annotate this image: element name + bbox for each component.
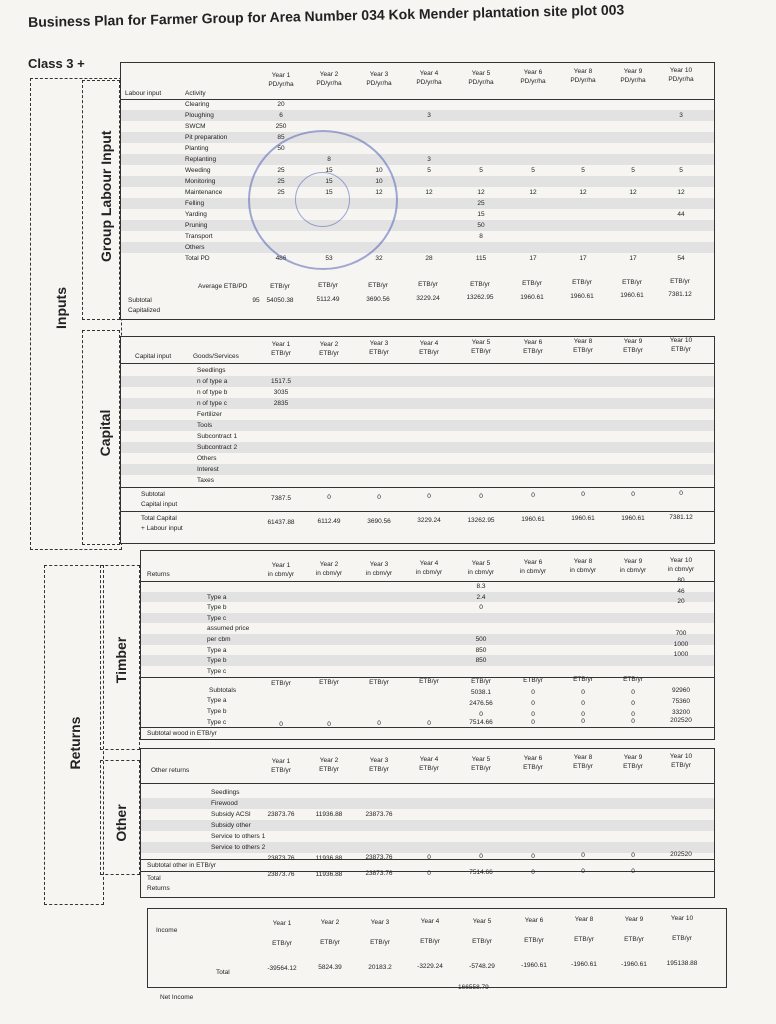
page-subtitle: Class 3 + [28,56,85,71]
capital-year-header: Year 3 ETB/yr [369,340,389,356]
labour-year-header: Year 3 PD/yr/ha [366,70,392,87]
income-unit: ETB/yr [472,937,492,945]
other-subtotal-cell: 11936.88 [315,854,343,862]
timber-item: assumed price [207,625,250,633]
timber-year-header: Year 5 in cbm/yr [467,559,495,576]
other-year-header: Year 6 ETB/yr [523,755,543,771]
timber-wood-cell: 0 [427,719,431,727]
timber-wood-cell: 0 [631,717,635,725]
other-item: Subsidy ACSI [211,811,251,818]
capital-subtotal-cell: 0 [531,492,535,499]
capital-subtotal-label: Subtotal [141,491,165,498]
timber-y5-cell: 8.3 [476,583,486,590]
labour-activity: SWCM [185,123,206,130]
avg-etb-value: 95 [252,297,260,304]
income-total-cell: 195138.88 [666,960,698,968]
timber-item: Type c [207,614,227,622]
labour-cell: 12 [477,189,485,196]
labour-etb-unit: ETB/yr [522,280,542,287]
net-income-value: 166558.79 [458,984,489,991]
timber-etb-unit: ETB/yr [271,680,291,687]
timber-year-header: Year 3 in cbm/yr [365,560,393,577]
capital-year-header: Year 1 ETB/yr [271,341,291,357]
labour-cell: 85 [277,134,285,141]
other-cell: 11936.88 [315,811,343,818]
capital-item: n of type c [197,400,227,407]
labour-activity: Others [185,244,205,251]
timber-y10-cell: 20 [677,598,685,606]
timber-y5-cell: 2.4 [476,593,486,601]
capital-item: n of type a [197,378,228,385]
timber-sub-item: Type b [207,708,227,715]
capital-subtotal-cell: 0 [631,490,635,498]
capital-total-cell: 13262.95 [467,516,495,524]
capital-item: Taxes [197,477,214,484]
timber-etb-unit: ETB/yr [419,678,439,686]
income-year-header: Year 9 [624,915,644,923]
labour-subtotal-cell: 1960.61 [520,293,544,301]
other-total-cell: 7514.66 [469,869,493,876]
timber-sub-cell: 0 [631,711,635,718]
income-unit: ETB/yr [420,938,440,946]
timber-sub-cell: 0 [531,689,535,696]
labour-cell: 17 [629,255,637,262]
capital-item: Seedlings [197,367,226,374]
labour-activity: Pit preparation [185,134,228,141]
labour-subtotal-cell: 3690.56 [366,295,390,303]
total-returns-label: Total [147,875,161,882]
other-cell: 23873.76 [365,811,393,818]
timber-y5-cell: 500 [475,636,487,643]
other-total-cell: 23873.76 [365,870,393,877]
timber-y10-cell: 1000 [673,651,689,659]
labour-cell: 50 [477,222,485,229]
income-total-label: Total [216,969,230,976]
labour-year-header: Year 6 PD/yr/ha [520,69,546,85]
timber-etb-unit: ETB/yr [369,678,389,686]
timber-sub-cell: 75360 [671,698,691,705]
labour-etb-unit: ETB/yr [368,281,388,289]
labour-subtotal-cell: 54050.38 [266,297,294,304]
total-returns-label-2: Returns [147,885,170,892]
timber-row-stripe [141,613,714,624]
timber-item: per cbm [207,636,231,643]
labour-etb-unit: ETB/yr [270,283,290,290]
other-subtotal-cell: 0 [479,853,483,860]
timber-year-header: Year 1 in cbm/yr [267,562,295,578]
other-subtotal-cell: 0 [581,852,585,859]
capital-subtotal-cell: 7387.5 [271,495,291,502]
labour-row-stripe [121,121,714,132]
income-unit: ETB/yr [370,938,390,946]
capital-item: Interest [197,466,219,473]
other-year-header: Year 5 ETB/yr [471,755,491,772]
returns-col-label: Returns [147,571,170,578]
labour-etb-unit: ETB/yr [318,282,338,290]
labour-cell: 5 [531,167,535,174]
capital-year-header: Year 10 ETB/yr [669,337,693,353]
labour-cell: 12 [425,189,433,196]
timber-sub-cell: 0 [479,711,483,718]
labour-etb-unit: ETB/yr [470,280,490,288]
labour-activity: Ploughing [185,112,214,119]
inputs-label: Inputs [53,287,69,329]
labour-row-stripe [121,198,714,209]
labour-cell: 8 [327,156,331,163]
other-year-header: Year 1 ETB/yr [271,758,291,774]
labour-subtotal-cell: 3229.24 [416,294,440,302]
other-subtotal-label: Subtotal other in ETB/yr [147,862,217,869]
capital-total-cell: 1960.61 [621,514,645,522]
labour-cell: 15 [325,178,333,185]
timber-etb-unit: ETB/yr [523,677,543,684]
labour-capitalized-label: Capitalized [128,307,161,314]
labour-subtotal-cell: 13262.95 [466,294,494,302]
labour-year-header: Year 9 PD/yr/ha [620,67,646,84]
labour-activity: Clearing [185,101,210,108]
labour-cell: 5 [479,167,483,174]
labour-activity: Felling [185,200,205,207]
other-year-header: Year 10 ETB/yr [669,753,693,770]
labour-year-header: Year 5 PD/yr/ha [468,69,494,86]
income-total-cell: 5824.39 [318,964,342,972]
income-year-header: Year 6 [524,917,544,924]
labour-row-stripe [121,220,714,231]
labour-cell: 44 [677,211,685,218]
capital-total-cell: 3229.24 [417,517,441,525]
timber-y5-cell: 850 [475,657,487,665]
timber-item: Type a [207,646,227,654]
labour-row-stripe [121,99,714,110]
timber-year-header: Year 2 in cbm/yr [315,561,343,578]
income-total-cell: -3229.24 [417,963,443,971]
labour-cell: 15 [325,189,333,196]
timber-y5-cell: 0 [479,604,483,612]
income-unit: ETB/yr [624,935,644,943]
timber-sub-cell: 2476.56 [469,700,493,707]
timber-table [140,550,715,740]
labour-cell: 25 [277,178,285,185]
capital-input-sub-label: Capital input [141,501,178,508]
timber-wood-cell: 0 [377,720,381,727]
activity-label: Activity [185,90,206,97]
capital-cell: 1517.5 [271,378,291,385]
timber-sub-cell: 0 [531,711,535,718]
labour-cell: 5 [427,167,431,174]
labour-year-header: Year 10 PD/yr/ha [668,67,694,84]
timber-sub-cell: 0 [631,689,635,696]
subtotal-wood-label: Subtotal wood in ETB/yr [147,730,217,737]
capital-subtotal-cell: 0 [479,492,483,500]
labour-row-stripe [121,242,714,253]
capital-year-header: Year 2 ETB/yr [319,340,339,357]
income-unit: ETB/yr [672,935,692,943]
labour-cell: 12 [677,189,685,196]
timber-row-stripe [141,581,714,592]
timber-sub-cell: 92960 [671,687,691,694]
income-year-header: Year 1 [272,920,292,927]
other-year-header: Year 2 ETB/yr [319,757,339,774]
capital-table [120,336,715,544]
timber-wood-cell: 0 [581,718,585,725]
labour-activity: Total PD [185,255,210,262]
labour-etb-unit: ETB/yr [572,279,592,287]
labour-activity: Weeding [185,167,211,174]
labour-cell: 25 [277,167,285,174]
labour-etb-unit: ETB/yr [670,278,690,286]
capital-total-cell: 6112.49 [317,518,341,526]
capital-item: Fertilizer [197,411,222,418]
timber-item: Type b [207,604,227,612]
timber-wood-cell: 0 [327,720,331,728]
labour-cell: 17 [529,255,537,262]
timber-year-header: Year 6 in cbm/yr [519,559,547,575]
income-label: Income [156,927,178,934]
timber-sub-cell: 0 [581,700,585,707]
timber-etb-unit: ETB/yr [471,677,491,685]
timber-sub-item: Type a [207,697,227,704]
capital-subtotal-cell: 0 [679,490,683,498]
capital-total-cell: 7381.12 [669,514,693,522]
labour-activity: Pruning [185,222,208,229]
labour-cell: 250 [275,123,287,130]
timber-sub-cell: 0 [531,700,535,707]
other-label: Other [113,804,129,842]
capital-year-header: Year 9 ETB/yr [623,337,643,354]
group-labour-label: Group Labour Input [98,130,114,262]
labour-cell: 115 [475,255,487,262]
labour-cell: 53 [325,255,333,262]
timber-sub-cell: 0 [581,711,585,718]
timber-sub-cell: 5038.1 [471,689,491,696]
timber-sub-item: Type c [207,719,227,726]
labour-cell: 12 [375,189,383,196]
other-item: Seedlings [211,789,240,796]
labour-cell: 12 [529,189,537,196]
timber-item: Type b [207,657,227,665]
income-year-header: Year 8 [574,916,594,924]
capital-item: Subcontract 2 [197,444,238,451]
timber-item: Type c [207,667,227,675]
capital-item: Subcontract 1 [197,433,238,440]
returns-label: Returns [67,716,83,770]
income-year-header: Year 3 [370,918,390,926]
labour-cell: 50 [277,145,285,152]
income-year-header: Year 2 [320,919,340,927]
labour-subtotal-cell: 7381.12 [668,291,692,299]
income-unit: ETB/yr [524,937,544,944]
capital-cell: 3035 [273,389,289,396]
other-item: Service to others 1 [211,833,266,840]
labour-cell: 3 [427,156,431,163]
timber-sub-cell: 0 [581,689,585,696]
other-year-header: Year 3 ETB/yr [369,756,389,773]
timber-sub-cell: 33200 [671,709,691,716]
other-year-header: Year 8 ETB/yr [573,754,593,771]
labour-cell: 25 [277,189,285,196]
labour-subtotal-cell: 1960.61 [570,292,594,300]
other-subtotal-cell: 0 [631,851,635,859]
capital-total-cell: 1960.61 [521,516,545,523]
labour-cell: 32 [375,255,383,262]
labour-input-label: Labour input [125,90,162,97]
timber-year-header: Year 8 in cbm/yr [569,558,597,575]
timber-sub-cell: 0 [631,700,635,707]
capital-item: n of type b [197,389,228,396]
other-total-cell: 0 [427,869,431,877]
income-unit: ETB/yr [320,939,340,947]
capital-total-cell: 61437.88 [267,519,295,526]
income-year-header: Year 10 [670,915,694,923]
labour-row-stripe [121,143,714,154]
labour-cell: 5 [679,167,683,174]
labour-cell: 54 [677,255,685,262]
capital-year-header: Year 6 ETB/yr [523,338,543,355]
timber-etb-unit: ETB/yr [319,679,339,687]
other-total-cell: 23873.76 [267,871,295,878]
timber-y10-cell: 80 [677,577,685,584]
timber-year-header: Year 4 in cbm/yr [415,560,443,577]
avg-etb-label: Average ETB/PD [198,283,248,290]
income-total-cell: -1960.61 [571,961,597,969]
labour-cell: 15 [325,167,333,174]
goods-services-label: Goods/Services [193,353,239,360]
labour-cell: 15 [477,211,485,218]
labour-cell: 8 [479,233,483,240]
other-year-header: Year 4 ETB/yr [419,756,439,773]
labour-cell: 12 [629,189,637,196]
capital-subtotal-cell: 0 [327,494,331,502]
labour-activity: Maintenance [185,189,223,196]
income-unit: ETB/yr [272,940,292,947]
labour-etb-unit: ETB/yr [418,281,438,289]
income-total-cell: -39564.12 [267,965,297,972]
net-income-label: Net Income [160,994,194,1001]
timber-year-header: Year 9 in cbm/yr [619,557,647,574]
other-subtotal-cell: 202520 [670,851,692,858]
timber-wood-cell: 0 [531,718,535,726]
labour-cell: 12 [579,189,587,196]
capital-cell: 2835 [273,400,289,407]
timber-etb-unit: ETB/yr [623,675,643,683]
timber-wood-cell: 0 [279,721,283,728]
capital-item: Others [197,455,217,462]
page-title: Business Plan for Farmer Group for Area Number 034 Kok Mender plantation site plot 003 [28,1,625,30]
capital-input-label: Capital input [135,353,172,360]
labour-cell: 25 [477,200,485,207]
total-capital-label: Total Capital [141,515,177,522]
other-subtotal-cell: 0 [427,853,431,861]
other-total-cell: 11936.88 [315,870,343,878]
labour-year-header: Year 8 PD/yr/ha [570,68,596,85]
labour-cell: 20 [277,101,285,108]
capital-subtotal-cell: 0 [581,491,585,499]
labour-year-header: Year 2 PD/yr/ha [316,71,342,88]
other-returns-label: Other returns [151,767,190,774]
labour-cell: 5 [631,167,635,174]
other-returns-table [140,748,715,898]
capital-label: Capital [97,409,113,457]
labour-subtotal-cell: 5112.49 [316,296,340,304]
capital-total-cell: 1960.61 [571,515,595,523]
capital-year-header: Year 5 ETB/yr [471,339,491,355]
income-total-cell: -5748.29 [469,962,495,970]
other-item: Subsidy other [211,822,251,829]
timber-wood-cell: 202520 [670,717,692,724]
labour-etb-unit: ETB/yr [622,278,642,286]
labour-cell: 28 [425,255,433,262]
other-total-cell: 0 [631,867,635,875]
labour-activity: Monitoring [185,178,216,185]
labour-activity: Planting [185,145,209,152]
timber-y10-cell: 700 [675,630,687,637]
labour-cell: 486 [275,255,287,262]
other-total-cell: 0 [581,868,585,875]
labour-cell: 5 [581,167,585,174]
timber-y5-cell: 850 [475,646,487,654]
other-subtotal-cell: 23873.76 [365,854,393,861]
capital-total-cell: 3690.56 [367,517,391,525]
labour-year-header: Year 4 PD/yr/ha [416,70,442,87]
timber-subtotals-label: Subtotals [209,687,237,694]
timber-y10-cell: 46 [677,587,685,595]
capital-year-header: Year 8 ETB/yr [573,338,593,354]
timber-item: Type a [207,593,227,601]
labour-cell: 10 [375,178,383,185]
total-labour-label: + Labour input [141,525,183,532]
income-total-cell: 20183.2 [368,963,392,971]
capital-subtotal-cell: 0 [427,493,431,501]
labour-activity: Yarding [185,211,207,218]
other-cell: 23873.76 [267,811,295,818]
capital-subtotal-cell: 0 [377,493,381,501]
income-year-header: Year 4 [420,918,440,926]
capital-item: Tools [197,422,213,429]
official-stamp [248,130,398,270]
labour-activity: Replanting [185,156,217,163]
labour-subtotal-cell: 1960.61 [620,292,644,300]
income-year-header: Year 5 [472,917,492,925]
other-subtotal-cell: 0 [531,852,535,860]
labour-cell: 3 [679,112,683,119]
labour-cell: 6 [279,112,283,119]
other-year-header: Year 9 ETB/yr [623,753,643,770]
income-unit: ETB/yr [574,936,594,944]
labour-subtotal-label: Subtotal [128,297,152,304]
labour-cell: 3 [427,112,431,119]
labour-cell: 10 [375,167,383,174]
labour-row-stripe [121,209,714,220]
income-total-cell: -1960.61 [521,962,547,969]
capital-year-header: Year 4 ETB/yr [419,339,439,356]
other-item: Firewood [211,800,238,807]
timber-etb-unit: ETB/yr [573,676,593,684]
timber-label: Timber [113,636,129,684]
income-table [147,908,727,988]
timber-wood-cell: 7514.66 [469,719,493,726]
timber-y10-cell: 1000 [673,640,689,648]
labour-cell: 17 [579,255,587,262]
labour-year-header: Year 1 PD/yr/ha [268,72,294,88]
other-subtotal-cell: 23873.76 [267,855,295,862]
labour-activity: Transport [185,233,213,240]
other-item: Service to others 2 [211,844,266,851]
timber-year-header: Year 10 in cbm/yr [667,557,695,574]
income-total-cell: -1960.61 [621,960,647,968]
other-total-cell: 0 [531,868,535,876]
